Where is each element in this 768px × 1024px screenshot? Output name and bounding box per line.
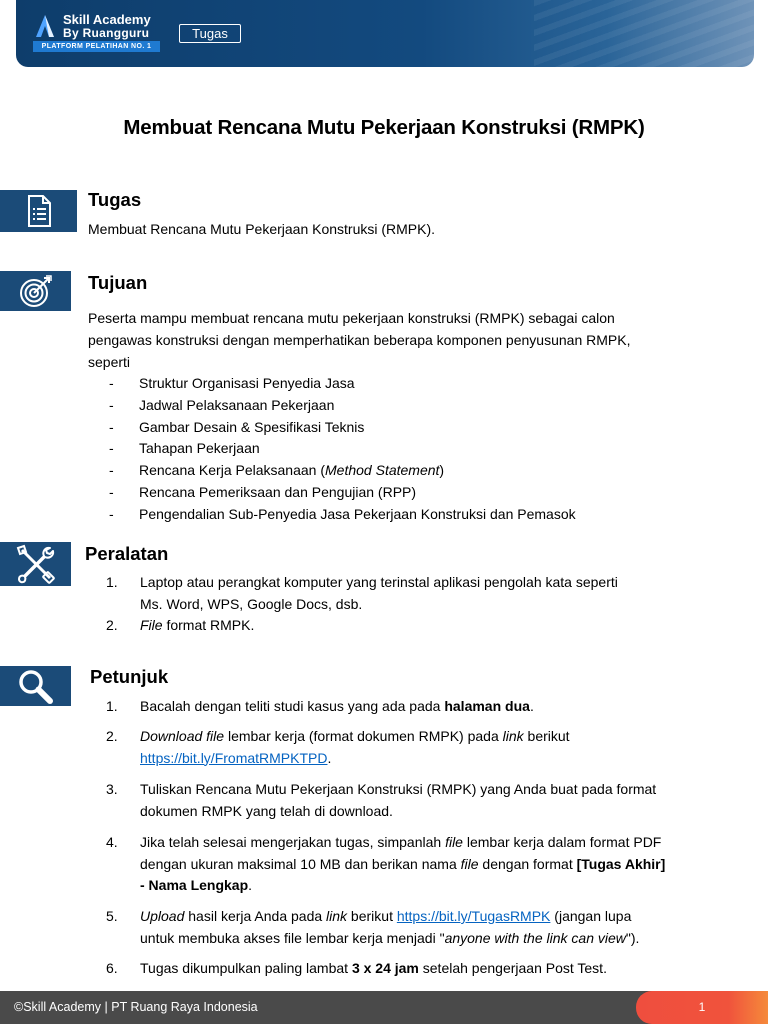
step-text: . <box>248 877 253 894</box>
step-text: hasil kerja Anda pada <box>184 908 327 924</box>
step-text: setelah pengerjaan Post Test. <box>418 960 607 976</box>
dash-marker: - <box>109 396 114 413</box>
tujuan-intro-line-2: pengawas konstruksi dengan memperhatikan beberapa komponen penyusunan RMPK, <box>88 332 631 348</box>
step-text: berikut <box>347 908 397 924</box>
step-text: lembar kerja (format dokumen RMPK) pada <box>224 728 503 744</box>
tugas-heading: Tugas <box>88 189 142 210</box>
tujuan-component-list <box>104 373 576 526</box>
tujuan-intro-line-3: seperti <box>88 354 131 370</box>
step-bold-text: halaman dua <box>444 698 530 714</box>
step-text: lembar kerja dalam format PDF <box>462 834 662 850</box>
step-text: berikut <box>523 728 570 744</box>
step-text: . <box>529 698 534 714</box>
list-item-italic-text: File <box>140 617 163 634</box>
petunjuk-steps <box>106 832 665 897</box>
dash-marker: - <box>109 418 114 435</box>
list-item <box>104 460 576 482</box>
list-item-text: Struktur Organisasi Penyedia Jasa <box>139 375 355 391</box>
step-text: untuk membuka akses file lembar kerja menjadi " <box>140 929 445 946</box>
dash-marker: - <box>109 375 114 391</box>
step-6 <box>106 958 607 980</box>
list-number: 1. <box>106 698 118 714</box>
dash-marker: - <box>109 462 114 479</box>
footer-company: PT Ruang Raya Indonesia <box>111 1000 258 1014</box>
step-text: dengan ukuran maksimal 10 MB dan berikan nama <box>140 855 461 872</box>
brand-subtitle: By Ruangguru <box>63 26 150 40</box>
petunjuk-steps <box>106 906 639 949</box>
skill-academy-logo-icon <box>32 13 58 39</box>
step-line <box>140 748 570 770</box>
list-item <box>104 482 576 504</box>
peralatan-heading: Peralatan <box>85 543 169 564</box>
target-icon <box>18 274 54 308</box>
list-item-text: Rencana Kerja Pelaksanaan ( <box>139 462 326 479</box>
step-line <box>140 928 639 950</box>
list-item <box>104 504 576 526</box>
footer-separator: | <box>101 1000 112 1014</box>
document-title: Membuat Rencana Mutu Pekerjaan Konstruksi (RMPK) <box>123 116 645 139</box>
peralatan-list <box>106 572 618 637</box>
list-number: 3. <box>106 781 118 797</box>
footer <box>0 991 768 1024</box>
step-3 <box>106 779 656 822</box>
step-text: dengan format <box>478 855 577 872</box>
dash-marker: - <box>109 440 114 457</box>
list-item <box>106 615 618 637</box>
tugas-text: Membuat Rencana Mutu Pekerjaan Konstruksi (RMPK). <box>88 221 436 237</box>
list-number: 4. <box>106 834 118 850</box>
list-item-line: Ms. Word, WPS, Google Docs, dsb. <box>140 595 363 612</box>
list-item-text: Gambar Desain & Spesifikasi Teknis <box>139 418 365 435</box>
tujuan-icon-box <box>0 271 71 311</box>
petunjuk-steps <box>106 696 534 718</box>
step-line <box>140 832 665 854</box>
footer-copyright <box>14 991 258 1024</box>
step-1 <box>106 696 534 718</box>
step-bold-text: - Nama Lengkap <box>140 877 249 894</box>
list-item <box>104 373 576 395</box>
step-text: (jangan lupa <box>550 908 632 924</box>
step-italic-text: file <box>460 855 479 872</box>
step-italic-text: link <box>502 728 524 744</box>
step-line: Tuliskan Rencana Mutu Pekerjaan Konstruksi (RMPK) yang Anda buat pada format <box>140 781 657 797</box>
dash-marker: - <box>109 505 114 522</box>
tujuan-heading: Tujuan <box>88 272 148 293</box>
tugas-icon-box <box>0 190 77 232</box>
list-item-line: Laptop atau perangkat komputer yang terinstal aplikasi pengolah kata seperti <box>140 574 618 590</box>
list-item <box>104 395 576 417</box>
list-item <box>106 572 618 615</box>
tugas-badge: Tugas <box>179 24 241 43</box>
step-5 <box>106 906 639 949</box>
petunjuk-steps <box>106 958 607 980</box>
step-text: Jika telah selesai mengerjakan tugas, simpanlah <box>140 834 446 850</box>
footer-brand: ©Skill Academy <box>14 1000 102 1014</box>
tools-icon <box>14 544 58 584</box>
page-number: 1 <box>698 1000 706 1014</box>
step-italic-text: file <box>445 834 463 850</box>
petunjuk-icon-box <box>0 666 71 706</box>
list-item <box>104 438 576 460</box>
step-text: . <box>327 749 332 766</box>
petunjuk-heading: Petunjuk <box>90 666 169 687</box>
header-banner <box>16 0 754 67</box>
list-number: 5. <box>106 908 118 924</box>
list-item <box>104 417 576 439</box>
step-text: Bacalah dengan teliti studi kasus yang ada pada <box>140 698 445 714</box>
brand-name: Skill Academy <box>63 12 151 27</box>
step-line <box>140 854 665 876</box>
step-line <box>140 875 665 897</box>
worksheet-link[interactable]: https://bit.ly/FromatRMPKTPD <box>140 749 328 766</box>
banner-decoration <box>534 0 754 67</box>
step-italic-text: Upload <box>140 908 185 924</box>
step-italic-text: link <box>326 908 348 924</box>
magnifier-icon <box>16 668 56 704</box>
tujuan-intro-line-1: Peserta mampu membuat rencana mutu pekerjaan konstruksi (RMPK) sebagai calon <box>88 310 615 326</box>
step-text: "). <box>625 929 640 946</box>
dash-marker: - <box>109 483 114 500</box>
step-4 <box>106 832 665 897</box>
step-line: dokumen RMPK yang telah di download. <box>140 802 393 819</box>
list-item-text-end: ) <box>439 462 445 479</box>
document-icon <box>26 195 52 227</box>
brand-tagline: PLATFORM PELATIHAN NO. 1 <box>33 41 160 52</box>
petunjuk-steps <box>106 726 570 769</box>
list-item-text: Tahapan Pekerjaan <box>139 440 260 457</box>
step-line <box>140 906 639 928</box>
list-item-text: Pengendalian Sub-Penyedia Jasa Pekerjaan Konstruksi dan Pemasok <box>139 505 576 522</box>
list-number: 2. <box>106 728 118 744</box>
submission-link[interactable]: https://bit.ly/TugasRMPK <box>396 908 551 924</box>
list-item-text: format RMPK. <box>162 617 255 634</box>
step-2 <box>106 726 570 769</box>
step-italic-text: anyone with the link can view <box>444 929 626 946</box>
list-number: 2. <box>106 617 118 634</box>
list-item-italic-text: Method Statement <box>325 462 440 479</box>
petunjuk-steps <box>106 779 656 822</box>
step-line <box>140 726 570 748</box>
list-item-text: Rencana Pemeriksaan dan Pengujian (RPP) <box>139 483 417 500</box>
list-number: 1. <box>106 574 118 590</box>
step-bold-text: 3 x 24 jam <box>351 960 419 976</box>
list-item-text: Jadwal Pelaksanaan Pekerjaan <box>139 396 335 413</box>
step-italic-text: Download file <box>140 728 225 744</box>
peralatan-icon-box <box>0 542 71 586</box>
step-text: Tugas dikumpulkan paling lambat <box>140 960 352 976</box>
step-bold-text: [Tugas Akhir] <box>576 855 666 872</box>
list-number: 6. <box>106 960 118 976</box>
